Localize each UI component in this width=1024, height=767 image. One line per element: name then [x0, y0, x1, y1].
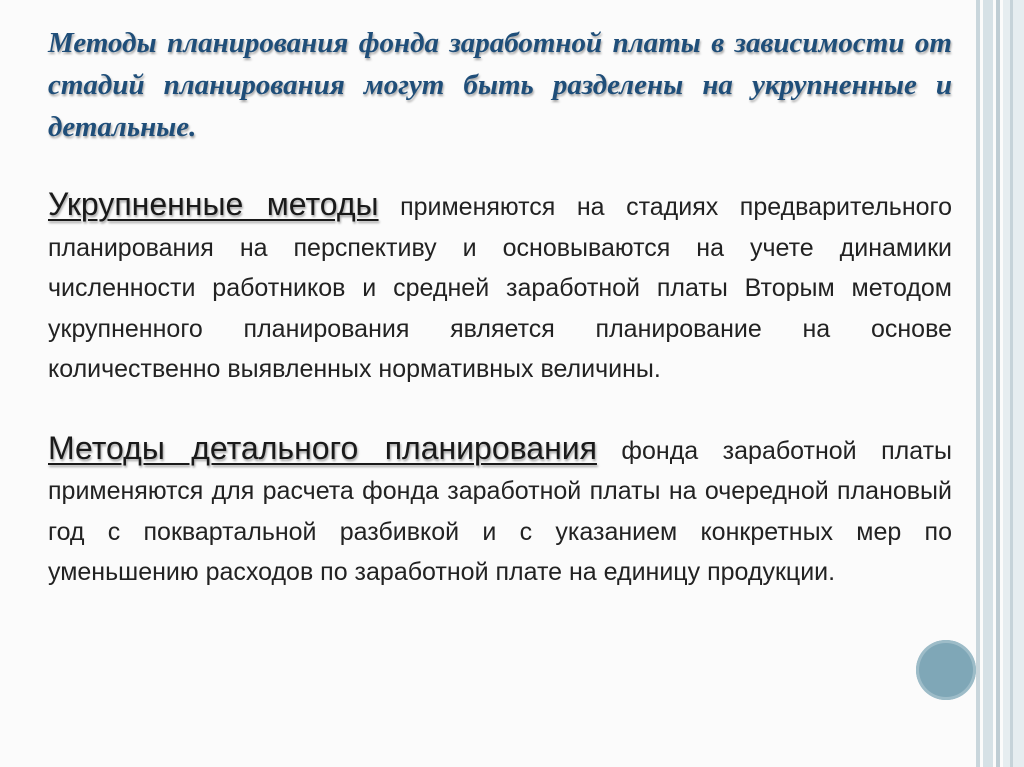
- slide-heading: Методы планирования фонда заработной платы в зависимости от стадий планирования могут быть разделены на укрупненные и детальные.: [48, 27, 952, 143]
- paragraph-lead-term: Укрупненные методы: [48, 186, 379, 222]
- decorative-stripe: [983, 0, 993, 767]
- decorative-stripe: [976, 0, 980, 767]
- paragraph-aggregated-methods: [48, 184, 952, 390]
- paragraph-text: фонда заработной платы применяются для расчета фонда заработной платы на очередной плановый год с поквартальной разбивкой и с указанием конкретных мер по уменьшению расходов по заработной плате на единицу продукции.: [48, 436, 953, 586]
- paragraph-lead-term: Методы детального планирования: [48, 429, 597, 466]
- decorative-stripe: [1010, 0, 1013, 767]
- decorative-stripe: [1003, 0, 1024, 767]
- slide-content: [48, 22, 952, 593]
- paragraph-detailed-methods: [48, 428, 952, 593]
- paragraph-text: применяются на стадиях предварительного планирования на перспективу и основываются на учете динамики численности работников и средней заработной платы Вторым методом укрупненного планирования является планирование на основе количественно выявленных нормативных величины.: [48, 193, 952, 383]
- decorative-circle: [916, 640, 976, 700]
- decorative-stripe: [996, 0, 1000, 767]
